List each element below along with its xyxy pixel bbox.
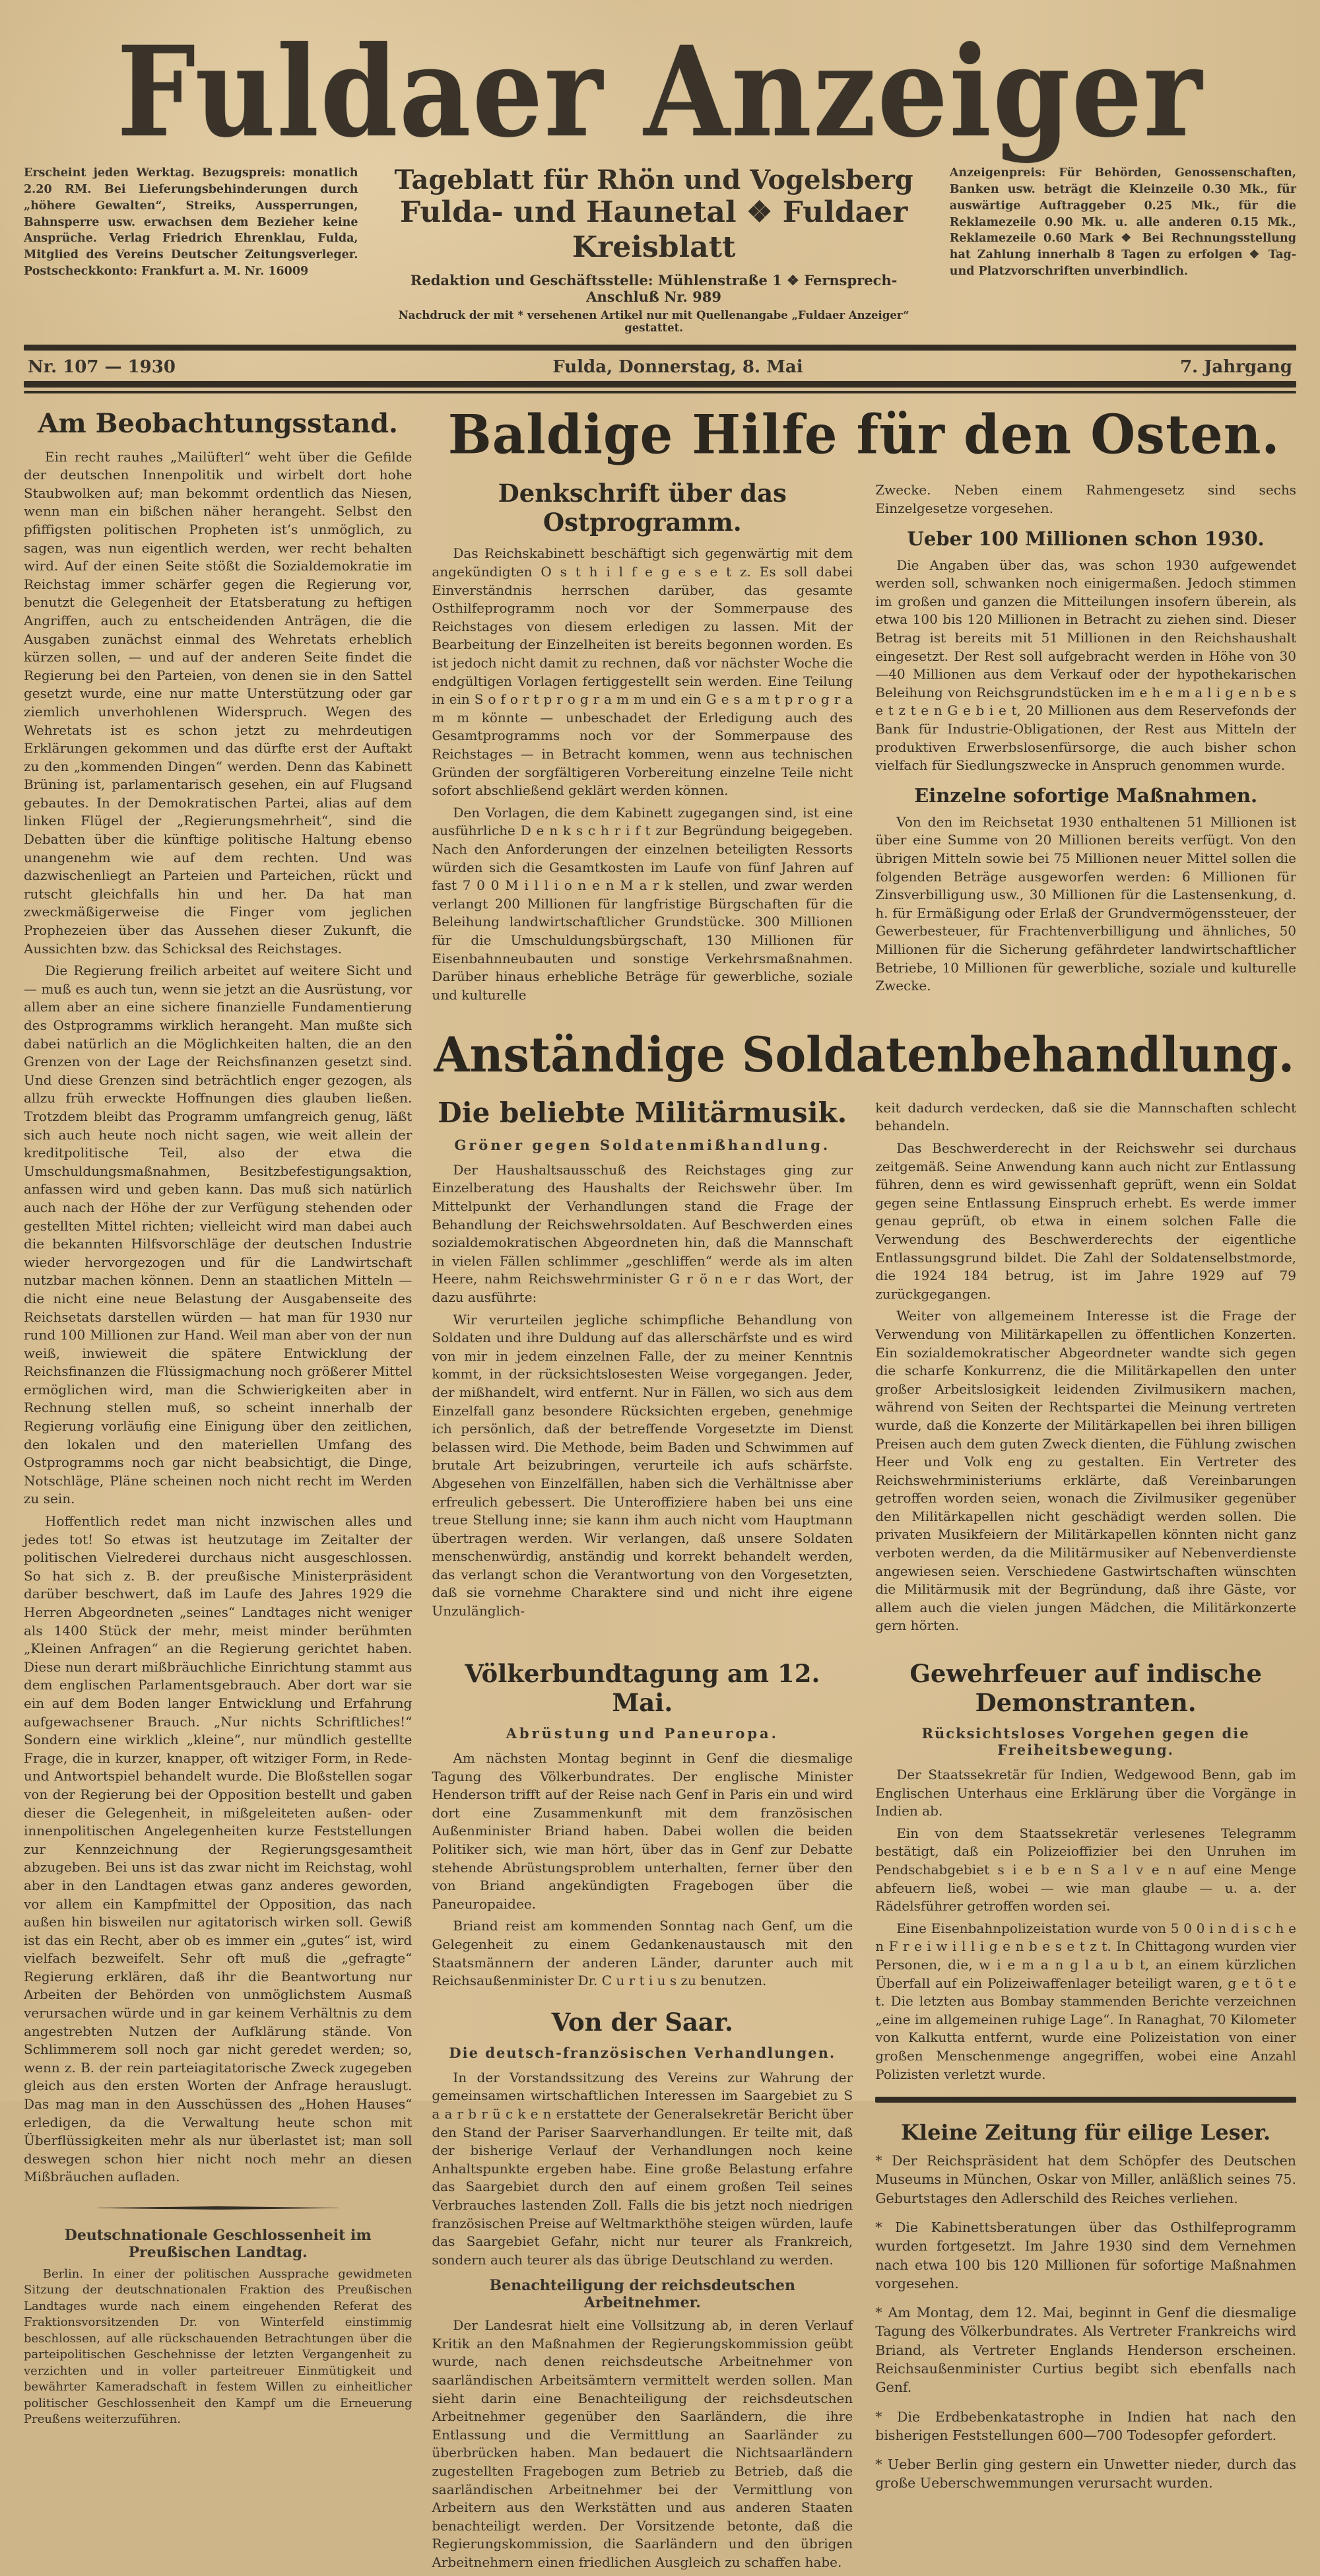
article-paragraph: Zwecke. Neben einem Rahmengesetz sind sechs Einzelgesetze vorgesehen. [875,482,1296,517]
article-headline: Völkerbundtagung am 12. Mai. [465,1659,820,1718]
article-paragraph: Von den im Reichsetat 1930 enthaltenen 51 Millionen ist über eine Summe von 20 Millionen bereits verfügt. Von den übrigen Mitteln sowie bei 75 Millionen neuer Mittel sollen die folgenden Beträge ausgeworfen werden: 6 Millionen für Zinsverbilligung usw., 30 Millionen für die Lastensenkung, d. h. für Ermäßigung oder Erlaß der Grundvermögenssteuer, der Gewerbesteuer, für Frachtenverbilligung und ähnliches, 50 Millionen für die Sicherung gefährdeter landwirtschaftlicher Betriebe, 10 Millionen für gewerbliche, soziale und kulturelle Zwecke. [875,813,1296,994]
body-columns [24,403,1296,2576]
article-paragraph: Hoffentlich redet man nicht inzwischen alles und jedes tot! So etwas ist heutzutage im Zeitalter der politischen Vielrederei durchaus nicht ausgeschlossen. So hat sich z. B. der preußische Ministerpräsident darüber beschwert, daß im Laufe des Jahres 1929 die Herren Abgeordneten „seines“ Landtages nicht weniger als 1400 Stück der mehr, meist minder berühmten „Kleinen Anfragen“ an die Regierung gerichtet haben. Diese nun derart mißbräuchliche Einrichtung stammt aus dem englischen Parlamentsgebrauch. Aber dort war sie ein auf dem Boden langer Entwicklung und Erfahrung aufgewachsener Brauch. „Nur nichts Schriftliches!“ Sondern eine wirklich „kleine“, nur mündlich gestellte Frage, die in kurzer, knapper, oft witziger Form, in Rede- und Antwortspiel behandelt wurde. Die Bloßstellen sogar von der Regierung bei der Opposition bestellt und gaben dieser die Gelegenheit, in mißgeleiteten außen- oder innenpolitischen Angelegenheiten kurze Feststellungen zur Kennzeichnung der Regierungsgesamtheit abzugeben. Bei uns ist das zwar nicht im Reichstag, wohl aber in den Landtagen etwas ganz anderes geworden, vor allem ein Kampfmittel der Opposition, das nach außen hin bisweilen nur agitatorisch wirken soll. Gewiß ist das ein Recht, aber ob es immer ein „gutes“ ist, wird vielfach bezweifelt. Sehr oft muß die „gefragte“ Regierung erklären, daß ihr die Beantwortung nur Arbeiten der Behörden von unmöglichstem Ausmaß verursachen würde und in gar keinem Verhältnis zu dem angestrebten Nutzen der Aufklärung stände. Von Schlimmerem soll noch gar nicht geredet werden; so, wenn z. B. der rein parteiagitatorische Zweck zugegeben gleich aus den ersten Worten der Anfrage herauslugt. Das mag man in den Ausschüssen des „Hohen Hauses“ erledigen, da die Verwaltung heute schon mit Überflüssigkeiten mehr als nur überlastet ist; man soll deswegen schon hier nicht noch mehr an diesen Mißbräuchen aufladen. [24,1513,412,2185]
article-kicker: Gröner gegen Soldatenmißhandlung. [454,1136,831,1153]
masthead-title: Fuldaer Anzeiger [117,18,1203,165]
imprint-right: Anzeigenpreis: Für Behörden, Genossenschaften, Banken usw. beträgt die Kleinzeile 0.30 Mk., für auswärtige Auftraggeber 0.25 Mk., für die Reklamezeile 0.90 Mk. u. alle anderen 0.15 Mk., Reklamezeile 0.60 Mark ❖ Bei Rechnungsstellung hat Zahlung innerhalb 8 Tagen zu erfolgen ❖ Tag- und Platzvorschriften unverbindlich. [949,166,1296,279]
article-paragraph: Ein recht rauhes „Mailüfterl“ weht über die Gefilde der deutschen Innenpolitik und wirbelt dort hohe Staubwolken auf; man bekommt ordentlich das Niesen, wenn man ein bißchen näher herangeht. Selbst den pfiffigsten politischen Propheten ist’s unmöglich, zu sagen, was nun eigentlich werden, wer recht behalten wird. Auf der einen Seite stößt die Sozialdemokratie im Reichstag immer schärfer gegen die Regierung vor, benutzt die Gelegenheit der Etatsberatung zu heftigen Angriffen, auch zu entscheidenden Anträgen, die die Ausgaben zunächst einmal des Wehretats erheblich kürzen sollen, — und auf der anderen Seite findet die Regierung bei den Parteien, von denen sie in den Sattel gesetzt wurde, eine nur matte Unterstützung oder gar ziemlich unverhohlenen Widerspruch. Wegen des Wehretats ist es schon jetzt zu mehrdeutigen Erklärungen gekommen und das dürfte erst der Auftakt zu den „kommenden Dingen“ werden. Denn das Kabinett Brüning ist, parlamentarisch gesehen, ein auf Flugsand gebautes. In der Demokratischen Partei, alias auf dem linken Flügel der „Regierungsmehrheit“, sind die Debatten über die künftige politische Haltung ebenso unangenehm wie auf dem rechten. Und was dazwischenliegt an Parteien und Parteichen, rückt und rutscht gleichfalls hin und her. Da hat man zweckmäßigerweise die Finger vom jeglichen Prophezeien über das Aussehen dieser Zukunft, die Aussichten bzw. das Schicksal des Reichstages. [24,448,412,957]
rule-below-imprint [24,345,1296,351]
imprint-row [24,165,1296,334]
section-divider [98,2206,339,2210]
publication-date: Fulda, Donnerstag, 8. Mai [552,356,803,377]
section-rule [875,2097,1296,2103]
dateline [24,351,1296,381]
article-paragraph: Der Landesrat hielt eine Vollsitzung ab, in deren Verlauf Kritik an den Maßnahmen der Regierungskommission geübt wurde, nach denen reichsdeutsche Arbeitnehmer von saarländischen Arbeitsämtern vermittelt werden sollen. Man sieht darin eine Benachteiligung der reichsdeutschen Arbeitnehmer gegenüber den Saarländern, die ihre Entlassung und die Vermittlung an Saarländer zu überbrücken haben. Man bedauert die Nichtsaarländern zugestellten Fragebogen zum Betrieb zu Betrieb, daß die saarländischen Arbeitnehmer bei der Vermittlung von Arbeitern aus den Werkstätten und aus anderen Staaten benachteiligt werden. Der Vorsitzende betonte, daß die Regierungskommission, die Saarländern und den übrigen Arbeitnehmern einen friedlichen Ausgleich zu schaffen habe. [432,2317,853,2571]
article-paragraph: In der Vorstandssitzung des Vereins zur Wahrung der gemeinsamen wirtschaftlichen Interessen im Saargebiet zu S a a r b r ü c k e n erstattete der Generalsekretär Bericht über den Stand der Pariser Saarverhandlungen. Er teilte mit, daß der bisherige Verlauf der Verhandlungen noch keine Anhaltspunkte ergeben habe. Eine große Belastung erfahre das Saargebiet durch den auf einem großen Teil seines Verbrauches lastenden Zoll. Falls die bis jetzt noch niedrigen französischen Preise auf Weltmarkthöhe steigen würden, laufe das Saargebiet Gefahr, nicht nur teurer als Frankreich, sondern auch teurer als das übrige Deutschland zu werden. [432,2069,853,2268]
bottom-col-2 [875,1659,1296,2576]
news-brief: * Der Reichspräsident hat dem Schöpfer des Deutschen Museums in München, Oskar von Miller, anläßlich seines 75. Geburtstages den Adlerschild des Reiches verliehen. [875,2153,1296,2206]
issue-number: Nr. 107 — 1930 [28,356,176,377]
article-headline: Von der Saar. [551,2007,733,2037]
article-paragraph: Das Reichskabinett beschäftigt sich gegenwärtig mit dem angekündigten O s t h i l f e g e s e t z. Es soll dabei Einverständnis herrschen darüber, das gesamte Osthilfeprogramm noch vor der Sommerpause des Reichstages von diesem erledigen zu lassen. Mit der Bearbeitung der Einzelheiten ist bereits begonnen worden. Es ist jedoch nicht damit zu rechnen, daß vor nächster Woche die endgültigen Vorlagen fertiggestellt sein werden. Eine Teilung in ein S o f o r t p r o g r a m m und ein G e s a m t p r o g r a m m könnte — unbeschadet der Erledigung auch des Gesamtprogramms noch vor der Sommerpause des Reichstages — in Betracht kommen, wenn aus technischen Gründen der sorgfältigeren Vorbereitung einzelne Teile nicht sofort abschließend geklärt werden können. [432,545,853,799]
article-kicker: Abrüstung und Paneuropa. [506,1725,779,1742]
article-paragraph: Wir verurteilen jegliche schimpfliche Behandlung von Soldaten und ihre Duldung auf das allerschärfste und es wird von mir in jedem einzelnen Falle, der zu meiner Kenntnis kommt, in der rücksichtslosesten Weise vorgegangen. Jeder, der mißhandelt, wird entfernt. Nur in Fällen, wo sich aus dem Einzelfall ganz besondere Rücksichten ergeben, genehmige ich persönlich, daß der betreffende Vorgesetzte im Dienst belassen wird. Die Methode, beim Baden und Schwimmen auf brutale Art beizubringen, verurteile ich aufs schärfste. Abgesehen von Einzelfällen, haben sich die Verhältnisse aber erfreulich gebessert. Die Unteroffiziere haben bei uns eine treue Stellung inne; sie kann ihm auch nicht vom Hauptmann übertragen werden. Wir verlangen, daß unsere Soldaten menschenwürdig, anständig und korrekt behandelt werden, das verlangt schon die Verantwortung von den Vorgesetzten, daß sie vornehme Charaktere sind und nicht ihre eigene Unzulänglich- [432,1311,853,1619]
soldaten-columns [432,1097,1296,1639]
article-subhead: Die beliebte Militärmusik. [438,1096,847,1129]
article-paragraph: Briand reist am kommenden Sonntag nach Genf, um die Gelegenheit zu einem Gedankenaustausch mit den Staatsmännern der anderen Länder, darunter auch mit Reichsaußenminister Dr. C u r t i u s zu benutzen. [432,1918,853,1989]
article-paragraph: Die Angaben über das, was schon 1930 aufgewendet werden soll, schwanken noch einigermaßen. Jedoch stimmen im großen und ganzen die Mitteilungen insofern überein, als etwa 100 bis 120 Millionen in Betracht zu ziehen sind. Dieser Betrag ist bereits mit 51 Millionen in den Reichshaushalt eingesetzt. Der Rest soll aufgebracht werden in Höhe von 30—40 Millionen aus dem Verkauf oder der hypothekarischen Beleihung von Reichsgrundstücken im e h e m a l i g e n b e s e t z t e n G e b i e t, 20 Millionen aus dem Reservefonds der Bank für Industrie-Obligationen, der Rest aus Mitteln der produktiven Erwerbslosenfürsorge, die auch bisher schon vielfach für Siedlungszwecke in Anspruch genommen wurde. [875,557,1296,774]
bottom-col-1 [432,1659,853,2576]
soldaten-col-1 [432,1097,853,1639]
news-brief: * Die Kabinettsberatungen über das Osthilfeprogramm wurden fortgesetzt. Im Jahre 1930 sind dem Vernehmen nach etwa 100 bis 120 Millionen für sofortige Maßnahmen vorgesehen. [875,2219,1296,2291]
article-headline: Kleine Zeitung für eilige Leser. [901,2120,1271,2146]
volume: 7. Jahrgang [1179,356,1292,377]
soldaten-col-2 [875,1097,1296,1639]
article-soldatenbehandlung [432,1026,1296,1639]
article-paragraph: Den Vorlagen, die dem Kabinett zugegangen sind, ist eine ausführliche D e n k s c h r i f t zur Begründung beigegeben. Nach den Anforderungen der einzelnen beteiligten Ressorts würden sich die Gesamtkosten im Laufe von fünf Jahren auf fast 7 0 0 M i l l i o n e n M a r k stellen, und zwar werden verlangt 200 Millionen für langfristige Bürgschaften für die Beleihung landwirtschaftlicher Grundstücke. 300 Millionen für die Umschuldungsbürgschaft, 130 Millionen für Eisenbahnneubauten und sonstige Verkehrsmaßnahmen. Darüber hinaus erhebliche Beträge für gewerbliche, soziale und kulturelle [432,804,853,1003]
bottom-columns [432,1659,1296,2576]
article-saar [432,2008,853,2572]
subtitle-block [376,165,933,334]
news-brief: * Am Montag, dem 12. Mai, beginnt in Genf die diesmalige Tagung des Völkerbundrates. Als Vertreter Frankreichs wird Briand, als Vertreter Englands Henderson erscheinen. Reichsaußenminister Curtius begibt sich ebenfalls nach Genf. [875,2305,1296,2396]
article-kicker: Rücksichtsloses Vorgehen gegen die Freiheitsbewegung. [921,1725,1250,1759]
article-subhead: Benachteiligung der reichsdeutschen Arbeitnehmer. [489,2277,796,2312]
article-paragraph: Berlin. In einer der politischen Aussprache gewidmeten Sitzung der deutschnationalen Fraktion des Preußischen Landtages wurde nach einem eingehenden Referat des Fraktionsvorsitzenden Dr. von Winterfeld einstimmig beschlossen, auf alle rückschauenden Betrachtungen über die parteipolitischen Geschehnisse der letzten Vergangenheit zu verzichten und in voller parteitreuer Einmütigkeit und bewährter Kameradschaft in festem Willen zu einheitlicher politischer Geschlossenheit den Kampf um die Erneuerung Preußens weiterzuführen. [24,2267,412,2427]
article-landtag [24,2227,412,2428]
article-paragraph: Der Staatssekretär für Indien, Wedgewood Benn, gab im Englischen Unterhaus eine Erklärung über die Vorgänge in Indien ab. [875,1767,1296,1819]
subtitle-line3: Redaktion und Geschäftsstelle: Mühlenstraße 1 ❖ Fernsprech-Anschluß Nr. 989 [410,271,898,305]
lead-headline: Baldige Hilfe für den Osten. [447,403,1280,466]
subtitle-line1: Tageblatt für Rhön und Vogelsberg [394,164,913,195]
column-main [432,403,1296,2576]
subtitle-line2: Fulda- und Haunetal ❖ Fuldaer Kreisblatt [399,195,908,264]
osthilfe-col-2 [875,479,1296,1008]
article-kleine-zeitung [875,2120,1296,2493]
news-brief: * Die Erdbebenkatastrophe in Indien hat nach den bisherigen Feststellungen 600—700 Todesopfer gefordert. [875,2408,1296,2443]
article-voelkerbund [432,1659,853,1990]
article-kicker: Die deutsch-französischen Verhandlungen. [449,2044,836,2061]
article-paragraph: keit dadurch verdecken, daß sie die Mannschaften schlecht behandeln. [875,1099,1296,1134]
article-subhead: Einzelne sofortige Maßnahmen. [914,784,1258,807]
rule-thin [24,391,1296,393]
article-subhead: Denkschrift über das Ostprogramm. [498,479,787,537]
osthilfe-columns [432,479,1296,1008]
article-headline: Am Beobachtungsstand. [38,407,398,439]
article-headline: Gewehrfeuer auf indische Demonstranten. [909,1659,1262,1718]
article-paragraph: Ein von dem Staatssekretär verlesenes Telegramm bestätigt, daß ein Polizeioffizier bei den Unruhen im Pendschabgebiet s i e b e n S a l v e n auf eine Menge abfeuern ließ, wobei — wie man glaube — u. a. der Rädelsführer getroffen worden sei. [875,1825,1296,1915]
article-paragraph: Der Haushaltsausschuß des Reichstages ging zur Einzelberatung des Haushalts der Reichswehr über. Im Mittelpunkt der Verhandlungen stand die Frage der Behandlung der Reichswehrsoldaten. Auf Beschwerden eines sozialdemokratischen Abgeordneten hin, daß die Mannschaft in vielen Fällen schlimmer „geschliffen“ werde als im alten Heere, nahm Reichswehrminister G r ö n e r das Wort, der dazu ausführte: [432,1161,853,1305]
article-paragraph: Eine Eisenbahnpolizeistation wurde von 5 0 0 i n d i s c h e n F r e i w i l l i g e n b e s e t z t. In Chittagong wurden vier Personen, die, w i e m a n g l a u b t, an einem kürzlichen Überfall auf ein Polizeiwaffenlager beteiligt waren, g e t ö t e t. Die letzten aus Bombay stammenden Berichte verzeichnen „eine im allgemeinen ruhige Lage“. In Ranaghat, 70 Kilometer von Kalkutta entfernt, wurde eine Polizeistation von einer großen Menschenmenge angegriffen, wobei eine Anzahl Polizisten verletzt wurde. [875,1920,1296,2082]
imprint-left: Erscheint jeden Werktag. Bezugspreis: monatlich 2.20 RM. Bei Lieferungsbehinderungen durch „höhere Gewalten“, Streiks, Aussperrungen, Bahnsperre usw. erwachsen dem Bezieher keine Ansprüche. Verlag Friedrich Ehrenklau, Fulda, Mitglied des Vereins Deutscher Zeitungsverleger. Postscheckkonto: Frankfurt a. M. Nr. 16009 [24,166,358,279]
rule-thick [24,381,1296,388]
article-osthilfe [432,403,1296,1009]
article-paragraph: Das Beschwerderecht in der Reichswehr sei durchaus zeitgemäß. Seine Anwendung kann auch nicht zur Entlassung führen, denn es wird gewissenhaft geprüft, wenn ein Soldat gegen seine Entlassung Einspruch erhebt. Es werde immer genau geprüft, ob etwa in einem solchen Falle die Verwendung des Beschwerderechts der eigentliche Entlassungsgrund bildet. Die Zahl der Soldatenselbstmorde, die 1924 184 betrug, ist im Jahre 1929 auf 79 zurückgegangen. [875,1140,1296,1302]
subtitle-line4: Nachdruck der mit * versehenen Artikel nur mit Quellenangabe „Fuldaer Anzeiger“ gestattet. [398,308,909,334]
osthilfe-col-1 [432,479,853,1008]
article-headline: Deutschnationale Geschlossenheit im Preußischen Landtag. [64,2227,372,2261]
article-beobachtungsstand [24,408,412,2186]
article-paragraph: Am nächsten Montag beginnt in Genf die diesmalige Tagung des Völkerbundrates. Der englische Minister Henderson trifft auf der Reise nach Genf in Paris ein und wird dort eine Zusammenkunft mit dem französischen Außenminister Briand haben. Dabei wollen die beiden Politiker sich, wie man hört, über das in Genf zur Debatte stehende Abrüstungsproblem unterhalten, ferner über den von Briand angekündigten Fragebogen über die Paneuropaidee. [432,1750,853,1912]
article-subhead: Ueber 100 Millionen schon 1930. [907,527,1265,550]
second-headline: Anständige Soldatenbehandlung. [434,1026,1295,1084]
news-brief: * Ueber Berlin ging gestern ein Unwetter nieder, durch das große Ueberschwemmungen verursacht wurden. [875,2457,1296,2491]
column-left [24,408,412,2576]
article-indien [875,1659,1296,2084]
article-paragraph: Die Regierung freilich arbeitet auf weitere Sicht und — muß es auch tun, wenn sie jetzt an die Ausrüstung, vor allem aber an eine sichere finanzielle Fundamentierung des Ostprogramms wirklich herangeht. Man mußte sich dabei natürlich an die Möglichkeiten halten, die an den Grenzen von der Lage der Reichsfinanzen gesetzt sind. Und diese Grenzen sind beträchtlich enger gezogen, als allzu früh erweckte Hoffnungen dies glauben ließen. Trotzdem bleibt das Programm umfangreich genug, läßt sich auch heute noch nicht sagen, wie weit allein der kreditpolitische Teil, also der etwa die Umschuldungsmaßnahmen, Besitzbefestigungsaktion, anfassen wird und geben kann. Das muß sich natürlich auch nach der Höhe der zur Verfügung stehenden oder gestellten Mittel richten; vielleicht wird man dabei auch die bekannten Hilfsvorschläge der deutschen Industrie wieder hervorgezogen und für die Landwirtschaft nutzbar machen können. Denn an staatlichen Mitteln — die nicht eine neue Belastung der Ausgabenseite des Reichsetats darstellen würden — hat man für 1930 nur rund 100 Millionen zur Hand. Weil man aber von der nun weiß, inwieweit die spätere Entwicklung der Reichsfinanzen die Flüssigmachung noch größerer Mittel ermöglichen wird, man die Schwierigkeiten aber in Rechnung stellen muß, so scheint innerhalb der Regierung vorläufig eine Einigung über den zeitlichen, den lokalen und den materiellen Umfang des Ostprogramms noch gar nicht beabsichtigt, die Dinge, Notschläge, Pläne scheinen noch nicht recht im Werden zu sein. [24,963,412,1507]
article-paragraph: Weiter von allgemeinem Interesse ist die Frage der Verwendung von Militärkapellen zu öffentlichen Konzerten. Ein sozialdemokratischer Abgeordneter wandte sich gegen die scharfe Konkurrenz, die die Militärkapellen den unter großer Arbeitslosigkeit leidenden Zivilmusikern machen, während von Seiten der Rechtspartei die Meinung vertreten wurde, daß die Konzerte der Militärkapellen bei ihren billigen Preisen auch dem guten Zweck dienten, die Fühlung zwischen Heer und Volk eng zu gestalten. Ein Vertreter des Reichswehrministeriums erklärte, daß Vereinbarungen getroffen worden seien, wonach die Zivilmusiker gegenüber den Militärkapellen nicht geschädigt werden sollen. Die privaten Musikfeiern der Militärkapellen könnten nicht ganz verboten werden, da die Militärmusiker auf Nebenverdienste angewiesen seien. Verschiedene Gastwirtschaften wünschten die Militärmusik mit der Begründung, daß ihre Gäste, vor allem auch die vielen jungen Mädchen, die Militärkonzerte gern hörten. [875,1308,1296,1634]
